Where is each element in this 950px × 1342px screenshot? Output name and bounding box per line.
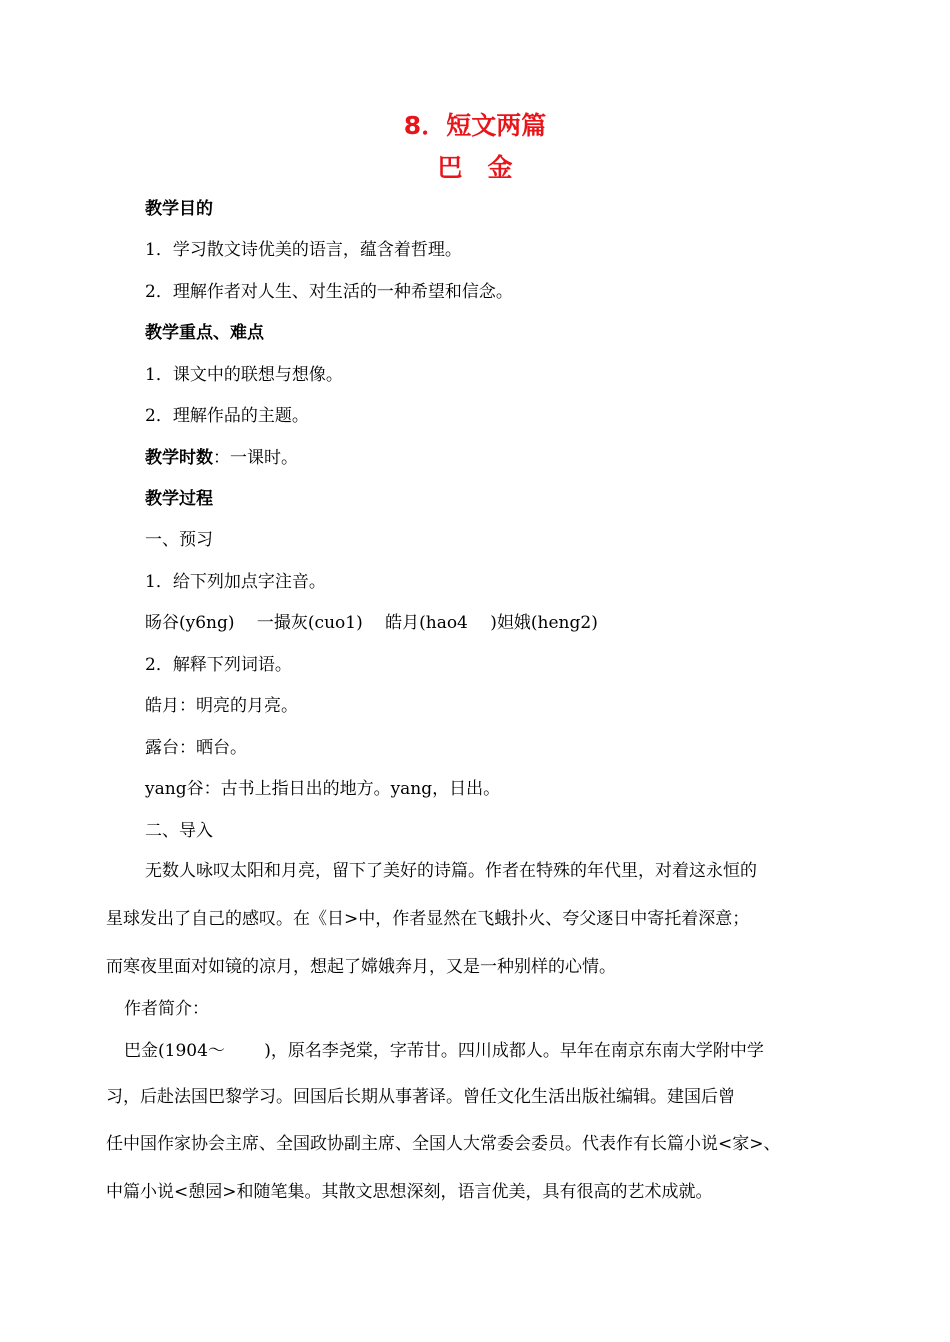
intro-paragraph-line: 星球发出了自己的感叹。在《日>中，作者显然在飞蛾扑火、夸父逐日中寄托着深意； [106, 909, 750, 929]
author-name: 巴 金 [437, 153, 513, 182]
preview-task: 1．给下列加点字注音。 [145, 572, 326, 592]
key-point-item: 2．理解作品的主题。 [145, 406, 309, 426]
key-points-heading: 教学重点、难点 [145, 323, 264, 343]
bio-paragraph-line: 习，后赴法国巴黎学习。回国后长期从事著译。曾任文化生活出版社编辑。建国后曾 [106, 1087, 735, 1107]
objectives-heading: 教学目的 [145, 199, 213, 219]
bio-paragraph-line: 巴金(1904～ )，原名李尧棠，字芾甘。四川成都人。早年在南京东南大学附中学 [124, 1041, 764, 1061]
objective-item: 2．理解作者对人生、对生活的一种希望和信念。 [145, 282, 513, 302]
definition-item: yang谷：古书上指日出的地方。yang，日出。 [145, 779, 501, 799]
teaching-hours-label: 教学时数 [145, 448, 213, 468]
bio-paragraph-line: 任中国作家协会主席、全国政协副主席、全国人大常委会委员。代表作有长篇小说<家>、 [106, 1134, 781, 1154]
objective-item: 1．学习散文诗优美的语言，蕴含着哲理。 [145, 240, 462, 260]
definition-item: 露台：晒台。 [145, 738, 247, 758]
preview-task: 2．解释下列词语。 [145, 655, 292, 675]
teaching-hours [145, 446, 298, 470]
bio-paragraph-line: 中篇小说<憩园>和随笔集。其散文思想深刻，语言优美，具有很高的艺术成就。 [106, 1182, 713, 1202]
bio-heading: 作者简介： [124, 999, 209, 1019]
lesson-title: 8．短文两篇 [403, 111, 547, 140]
process-heading: 教学过程 [145, 489, 213, 509]
pinyin-line: 旸谷(y6ng) 一撮灰(cuo1) 皓月(hao4 )妲娥(heng2) [145, 613, 598, 633]
key-point-item: 1．课文中的联想与想像。 [145, 365, 343, 385]
preview-heading: 一、预习 [145, 530, 213, 550]
intro-paragraph-line: 而寒夜里面对如镜的凉月，想起了嫦娥奔月，又是一种别样的心情。 [106, 957, 616, 977]
intro-paragraph-line: 无数人咏叹太阳和月亮，留下了美好的诗篇。作者在特殊的年代里，对着这永恒的 [145, 861, 757, 881]
teaching-hours-value: ：一课时。 [213, 448, 298, 468]
intro-heading: 二、导入 [145, 821, 213, 841]
definition-item: 皓月：明亮的月亮。 [145, 696, 298, 716]
